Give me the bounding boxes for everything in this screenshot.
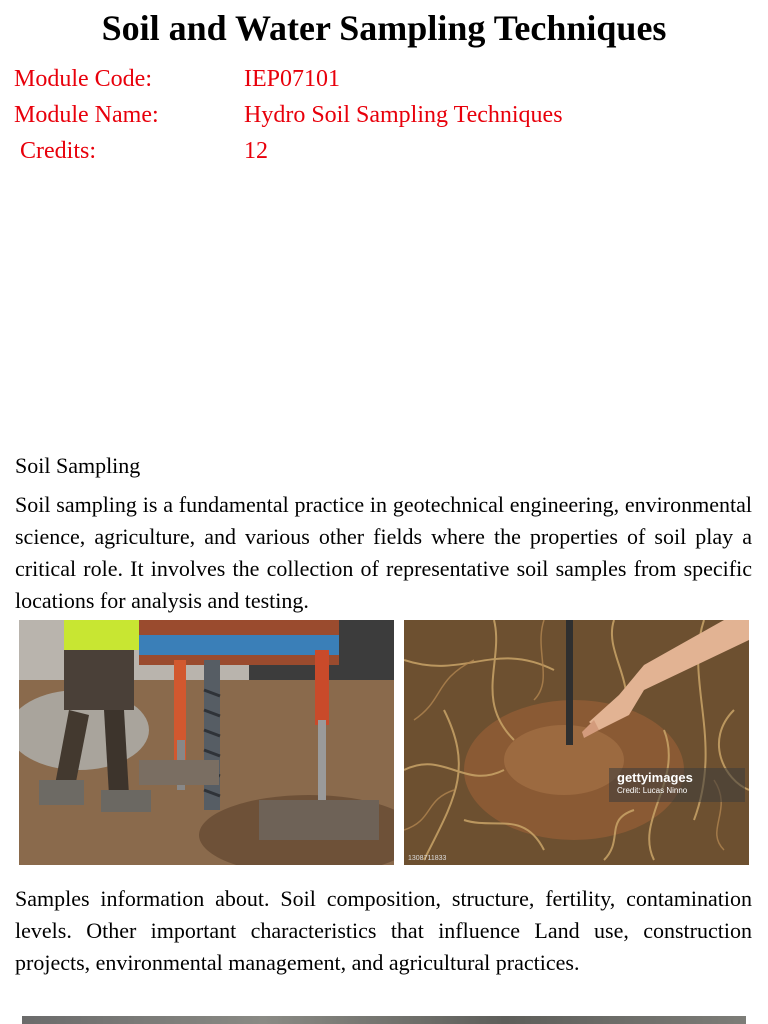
paragraph-samples: Samples information about. Soil composition, structure, fertility, contamination levels. Other important characteristics that influence Land use, construction projects, environmental management, and agricultural practices. — [15, 886, 752, 975]
watermark-brand: gettyimages — [617, 770, 693, 785]
watermark-credit: Credit: Lucas Ninno — [617, 786, 688, 795]
section-heading: Soil Sampling — [15, 453, 141, 478]
module-info — [14, 62, 563, 170]
next-image-strip — [22, 1016, 746, 1024]
module-code-value: IEP07101 — [244, 66, 340, 92]
module-code-row — [14, 62, 563, 98]
module-name-value: Hydro Soil Sampling Techniques — [244, 102, 563, 128]
module-name-row — [14, 98, 563, 134]
module-code-label: Module Code: — [14, 66, 152, 92]
getty-watermark — [609, 768, 745, 802]
soil-probe-photo — [404, 620, 749, 865]
watermark-id: 1308711833 — [408, 855, 447, 862]
document-title: Soil and Water Sampling Techniques — [101, 8, 667, 48]
paragraph-intro: Soil sampling is a fundamental practice in geotechnical engineering, environmental science, agriculture, and various other fields where the properties of soil play a critical role. It involves the collection of representative soil samples from specific locations for analysis and testing. — [15, 492, 752, 613]
credits-row — [14, 134, 563, 170]
module-name-label: Module Name: — [14, 102, 159, 128]
credits-value: 12 — [244, 138, 268, 164]
drilling-rig-photo — [19, 620, 394, 865]
credits-label: Credits: — [14, 138, 96, 164]
